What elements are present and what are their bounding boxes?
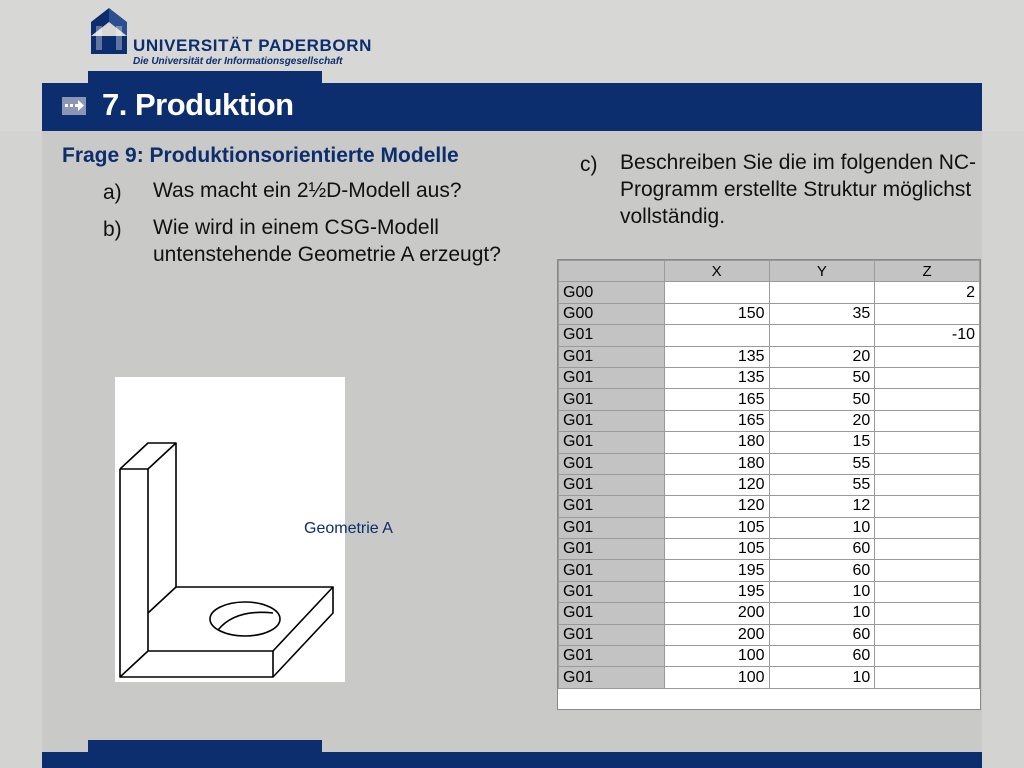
table-row	[559, 624, 980, 645]
column-header: X	[664, 261, 769, 282]
value-cell: 60	[769, 539, 875, 560]
question-heading: Frage 9: Produktionsorientierte Modelle	[62, 144, 459, 167]
value-cell: -10	[875, 325, 980, 346]
command-cell: G01	[559, 367, 665, 388]
value-cell	[875, 496, 980, 517]
table-row	[559, 539, 980, 560]
value-cell	[664, 325, 769, 346]
value-cell: 105	[664, 517, 769, 538]
value-cell	[875, 432, 980, 453]
value-cell	[769, 325, 875, 346]
header-corner-cell	[559, 261, 665, 282]
value-cell	[875, 581, 980, 602]
column-header: Z	[875, 261, 980, 282]
arrow-icon	[62, 97, 86, 115]
value-cell: 2	[875, 282, 980, 303]
table-row	[559, 453, 980, 474]
item-c-text: Beschreiben Sie die im folgenden NC-Programm erstellte Struktur möglichst vollständig.	[620, 151, 977, 228]
value-cell: 200	[664, 624, 769, 645]
value-cell: 135	[664, 346, 769, 367]
footer-bar	[42, 752, 982, 768]
table-header-row	[559, 261, 980, 282]
column-header: Y	[769, 261, 875, 282]
value-cell	[875, 410, 980, 431]
command-cell: G01	[559, 325, 665, 346]
value-cell	[769, 282, 875, 303]
value-cell: 200	[664, 603, 769, 624]
value-cell: 165	[664, 410, 769, 431]
table-row	[559, 496, 980, 517]
command-cell: G01	[559, 453, 665, 474]
table-row	[559, 646, 980, 667]
command-cell: G01	[559, 410, 665, 431]
university-name: UNIVERSITÄT PADERBORN	[133, 36, 372, 55]
command-cell: G01	[559, 346, 665, 367]
value-cell: 60	[769, 624, 875, 645]
command-cell: G01	[559, 517, 665, 538]
command-cell: G01	[559, 646, 665, 667]
value-cell: 195	[664, 581, 769, 602]
value-cell: 105	[664, 539, 769, 560]
value-cell	[664, 282, 769, 303]
value-cell: 10	[769, 517, 875, 538]
value-cell: 12	[769, 496, 875, 517]
university-tagline: Die Universität der Informationsgesellschaft	[133, 56, 343, 67]
value-cell: 195	[664, 560, 769, 581]
item-a-text: Was macht ein 2½D-Modell aus?	[153, 179, 462, 202]
item-a-label: a)	[103, 181, 122, 204]
value-cell: 35	[769, 303, 875, 324]
value-cell: 120	[664, 496, 769, 517]
value-cell: 120	[664, 474, 769, 495]
value-cell: 180	[664, 453, 769, 474]
table-row	[559, 410, 980, 431]
table-row	[559, 432, 980, 453]
value-cell: 10	[769, 581, 875, 602]
value-cell	[875, 560, 980, 581]
value-cell: 15	[769, 432, 875, 453]
table-row	[559, 560, 980, 581]
value-cell: 150	[664, 303, 769, 324]
table-row	[559, 282, 980, 303]
value-cell	[875, 389, 980, 410]
table-row	[559, 581, 980, 602]
command-cell: G01	[559, 474, 665, 495]
nc-program-table	[557, 259, 981, 710]
table-row	[559, 367, 980, 388]
value-cell	[875, 346, 980, 367]
value-cell	[875, 667, 980, 688]
value-cell: 10	[769, 667, 875, 688]
item-b-label: b)	[103, 218, 122, 241]
table-row	[559, 474, 980, 495]
table-row	[559, 389, 980, 410]
figure-caption: Geometrie A	[304, 520, 393, 537]
command-cell: G01	[559, 603, 665, 624]
command-cell: G01	[559, 432, 665, 453]
table-row	[559, 325, 980, 346]
value-cell: 135	[664, 367, 769, 388]
table-row	[559, 603, 980, 624]
value-cell	[875, 517, 980, 538]
value-cell	[875, 303, 980, 324]
table-row	[559, 517, 980, 538]
value-cell	[875, 603, 980, 624]
command-cell: G01	[559, 667, 665, 688]
value-cell	[875, 624, 980, 645]
item-c-label: c)	[580, 153, 598, 176]
table-row	[559, 667, 980, 688]
value-cell: 180	[664, 432, 769, 453]
value-cell	[875, 539, 980, 560]
value-cell	[875, 474, 980, 495]
value-cell: 20	[769, 346, 875, 367]
item-b-text: Wie wird in einem CSG-Modell untenstehende Geometrie A erzeugt?	[153, 216, 501, 266]
command-cell: G00	[559, 282, 665, 303]
table-row	[559, 303, 980, 324]
value-cell: 60	[769, 560, 875, 581]
command-cell: G01	[559, 389, 665, 410]
page-title: 7. Produktion	[102, 87, 294, 122]
value-cell: 10	[769, 603, 875, 624]
command-cell: G01	[559, 539, 665, 560]
value-cell: 55	[769, 453, 875, 474]
value-cell: 100	[664, 667, 769, 688]
nc-table-grid	[558, 260, 980, 689]
university-logo-icon	[88, 8, 130, 63]
value-cell: 55	[769, 474, 875, 495]
value-cell: 165	[664, 389, 769, 410]
value-cell: 20	[769, 410, 875, 431]
value-cell: 60	[769, 646, 875, 667]
command-cell: G00	[559, 303, 665, 324]
value-cell	[875, 646, 980, 667]
value-cell	[875, 453, 980, 474]
command-cell: G01	[559, 624, 665, 645]
value-cell: 50	[769, 367, 875, 388]
command-cell: G01	[559, 496, 665, 517]
value-cell: 100	[664, 646, 769, 667]
table-row	[559, 346, 980, 367]
command-cell: G01	[559, 581, 665, 602]
value-cell	[875, 367, 980, 388]
value-cell: 50	[769, 389, 875, 410]
command-cell: G01	[559, 560, 665, 581]
